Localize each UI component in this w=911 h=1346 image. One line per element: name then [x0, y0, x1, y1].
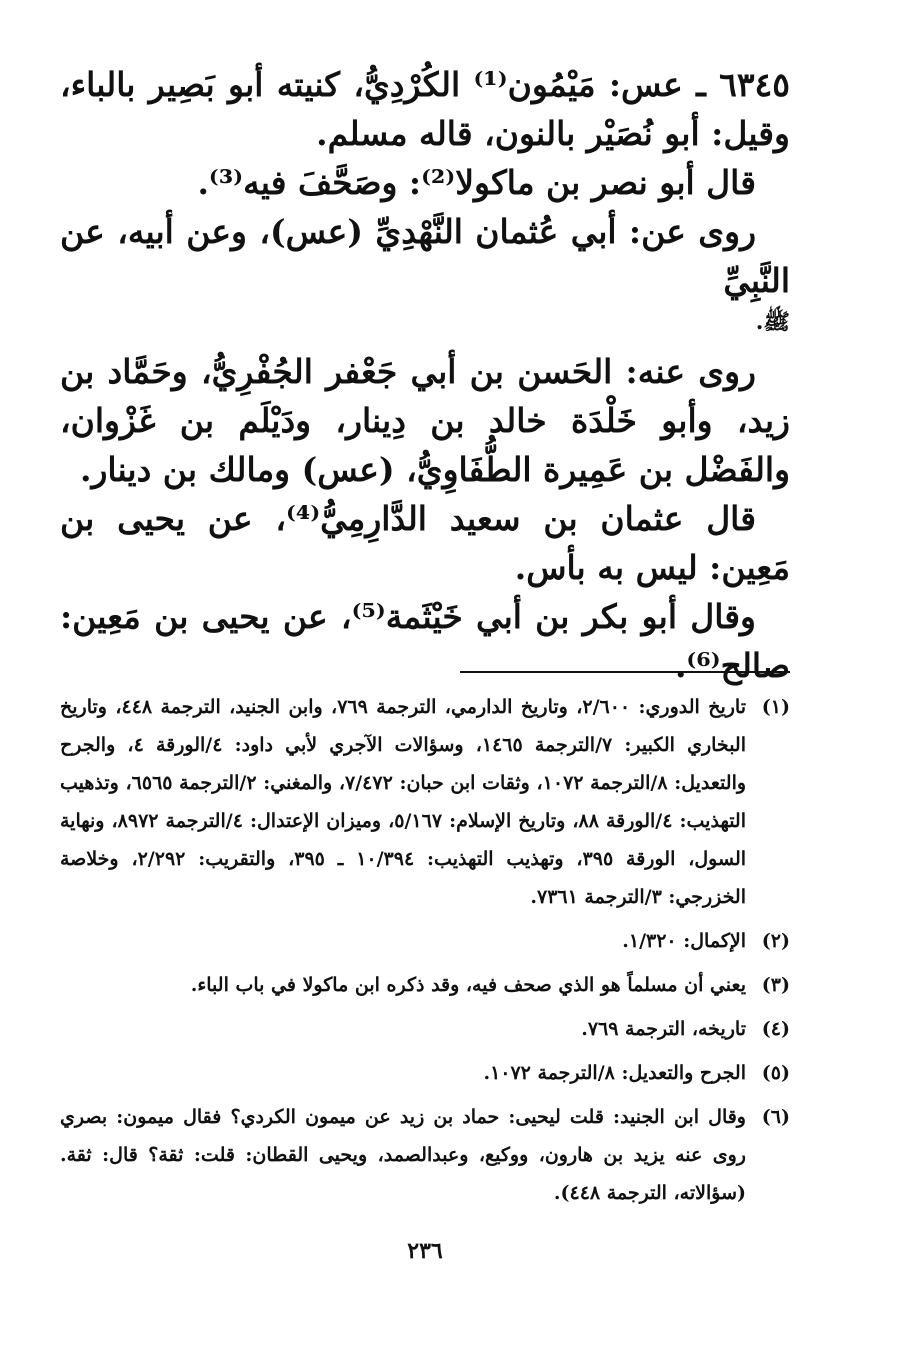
honorific-symbol: ﷺ.: [755, 309, 790, 335]
book-page: [60, 60, 790, 1300]
footnote: [60, 1010, 790, 1048]
footnote: [60, 966, 790, 1004]
entry-paragraph: قال عثمان بن سعيد الدَّارِمِيُّ⁽⁴⁾، عن يحيى بن مَعِين: ليس به بأس.: [60, 499, 790, 587]
footnote-text: وقال ابن الجنيد: قلت ليحيى: حماد بن زيد عن ميمون الكردي؟ فقال ميمون: بصري روى عنه يزيد بن هارون، ووكيع، وعبدالصمد، ويحيى القطان: قلت: ثقة؟ قال: ثقة. (سؤالاته، الترجمة ٤٤٨).: [60, 1106, 746, 1204]
footnote-text: تاريخ الدوري: ٢/٦٠٠، وتاريخ الدارمي، الترجمة ٧٦٩، وابن الجنيد، الترجمة ٤٤٨، وتاريخ البخاري الكبير: ٧/الترجمة ١٤٦٥، وسؤالات الآجري لأبي داود: ٤/الورقة ٤، والجرح والتعديل: ٨/الترجمة ١٠٧٢، وثقات ابن حبان: ٧/٤٧٢، والمغني: ٢/الترجمة ٦٥٦٥، وتذهيب التهذيب: ٤/الورقة ٨٨، وتاريخ الإسلام: ٥/١٦٧، وميزان الإعتدال: ٤/الترجمة ٨٩٧٢، ونهاية السول، الورقة ٣٩٥، وتهذيب التهذيب: ١٠/٣٩٤ ـ ٣٩٥، والتقريب: ٢/٢٩٢، وخلاصة الخزرجي: ٣/الترجمة ٧٣٦١.: [60, 696, 747, 908]
footnotes: [60, 688, 790, 1218]
footnote-number: (٦): [761, 1106, 790, 1128]
footnote-text: الجرح والتعديل: ٨/الترجمة ١٠٧٢.: [483, 1062, 746, 1084]
footnote-number: (٣): [761, 974, 790, 996]
footnote: [60, 1098, 790, 1212]
entry-paragraph: روى عنه: الحَسن بن أبي جَعْفر الجُفْرِيُّ، وحَمَّاد بن زيد، وأبو خَلْدَة خالد بن دِينار، ودَيْلَم بن غَزْوان، والفَضْل بن عَمِيرة الطُّفَاوِيُّ، (عس) ومالك بن دينار.: [60, 352, 790, 489]
entry-paragraph: وقال أبو بكر بن أبي خَيْثَمة⁽⁵⁾، عن يحيى بن مَعِين: صالح⁽⁶⁾.: [60, 597, 790, 685]
page-number: ٢٣٦: [407, 1238, 443, 1264]
entry-paragraph: قال أبو نصر بن ماكولا⁽²⁾: وصَحَّفَ فيه⁽³⁾.: [197, 163, 756, 202]
footnote: [60, 1054, 790, 1092]
footnote-number: (٢): [761, 930, 790, 952]
footnote-number: (١): [761, 696, 790, 718]
footnote-text: يعني أن مسلماً هو الذي صحف فيه، وقد ذكره ابن ماكولا في باب الباء.: [190, 974, 746, 996]
footnote-number: (٥): [761, 1062, 790, 1084]
footnote-text: الإكمال: ١/٣٢٠.: [622, 930, 746, 952]
footnote-divider: [460, 671, 790, 673]
entry-heading-paragraph: ٦٣٤٥ ـ عس: مَيْمُون⁽¹⁾ الكُرْدِيُّ، كنيته أبو بَصِير بالباء، وقيل: أبو نُصَيْر بالنون، قاله مسلم.: [60, 65, 790, 153]
entry-paragraph: روى عن: أبي عُثمان النَّهْدِيِّ (عس)، وعن أبيه، عن النَّبِيِّ: [60, 212, 790, 300]
footnote: [60, 688, 790, 916]
footnote: [60, 922, 790, 960]
footnote-text: تاريخه، الترجمة ٧٦٩.: [581, 1018, 746, 1040]
main-text: [60, 60, 790, 690]
footnote-number: (٤): [761, 1018, 790, 1040]
